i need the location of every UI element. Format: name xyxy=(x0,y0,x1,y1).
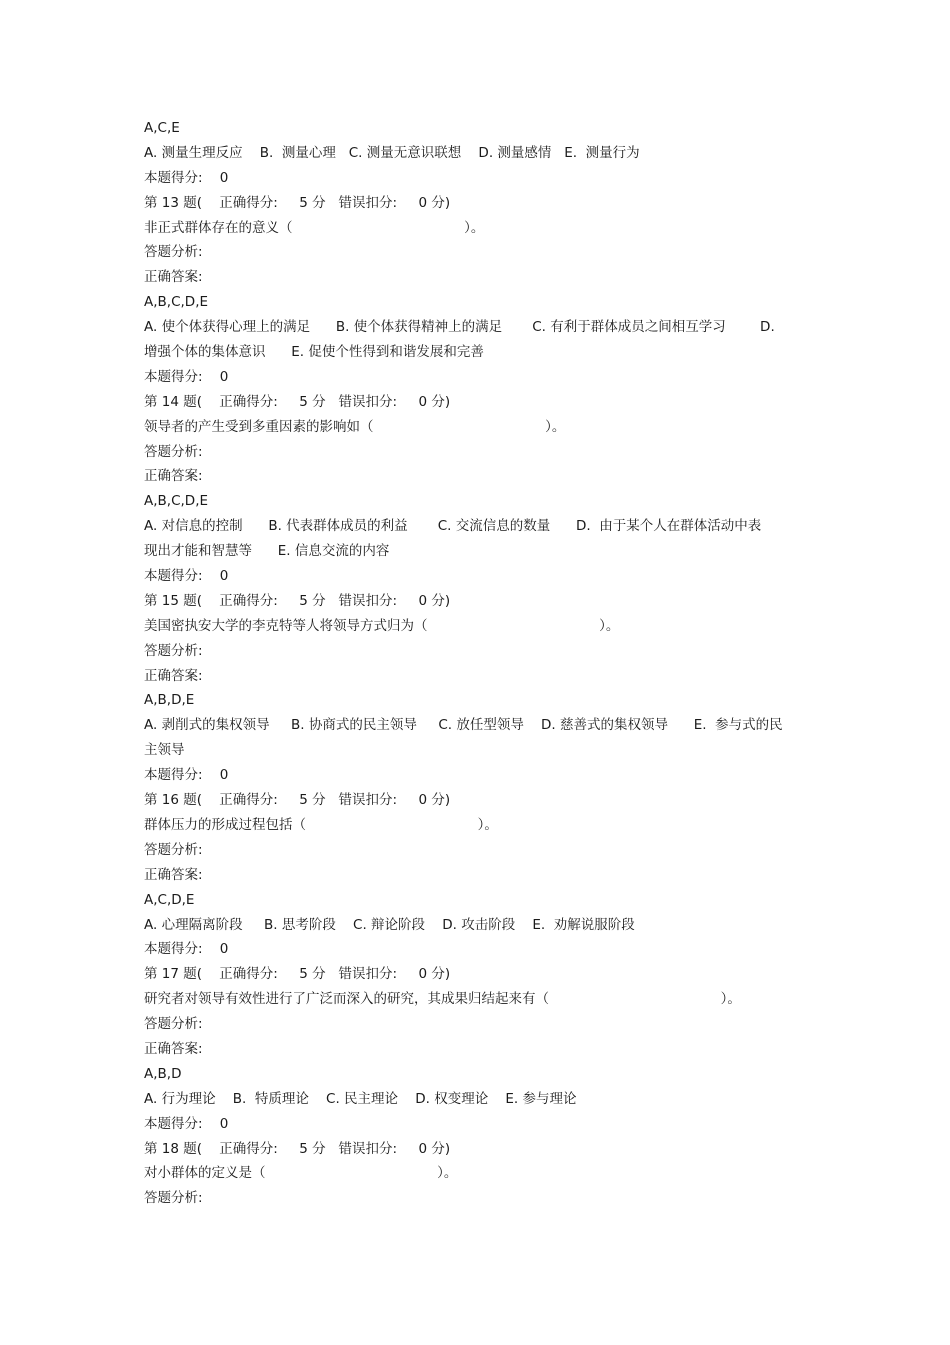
text-line: 第 13 题( 正确得分: 5 分 错误扣分: 0 分) xyxy=(144,194,451,211)
text-line: 答题分析: xyxy=(144,443,203,460)
text-line: 增强个体的集体意识 E. 促使个性得到和谐发展和完善 xyxy=(144,344,484,361)
text-line: 第 17 题( 正确得分: 5 分 错误扣分: 0 分) xyxy=(144,966,451,983)
text-line: A,C,D,E xyxy=(144,891,195,908)
text-line: 第 18 题( 正确得分: 5 分 错误扣分: 0 分) xyxy=(144,1140,451,1157)
text-line: A,B,D xyxy=(144,1065,182,1082)
text-line: A. 剥削式的集权领导 B. 协商式的民主领导 C. 放任型领导 D. 慈善式的集权领导 E. 参与式的民 xyxy=(144,717,783,734)
text-line: 答题分析: xyxy=(144,841,203,858)
text-line: A,B,C,D,E xyxy=(144,294,209,311)
text-line: 美国密执安大学的李克特等人将领导方式归为（ ）。 xyxy=(144,617,620,634)
text-line: 正确答案: xyxy=(144,866,203,883)
text-line: 非正式群体存在的意义（ ）。 xyxy=(144,219,485,236)
text-line: 群体压力的形成过程包括（ ）。 xyxy=(144,816,498,833)
document-body xyxy=(144,116,814,1211)
text-line: A. 行为理论 B. 特质理论 C. 民主理论 D. 权变理论 E. 参与理论 xyxy=(144,1090,577,1107)
text-line: 答题分析: xyxy=(144,1190,203,1207)
text-line: A. 对信息的控制 B. 代表群体成员的利益 C. 交流信息的数量 D. 由于某个人在群体活动中表 xyxy=(144,518,762,535)
text-line: 现出才能和智慧等 E. 信息交流的内容 xyxy=(144,543,390,560)
text-line: A. 测量生理反应 B. 测量心理 C. 测量无意识联想 D. 测量感情 E. 测量行为 xyxy=(144,144,640,161)
text-line: 答题分析: xyxy=(144,642,203,659)
text-line: A. 使个体获得心理上的满足 B. 使个体获得精神上的满足 C. 有利于群体成员之间相互学习 D. xyxy=(144,319,775,336)
text-line: 领导者的产生受到多重因素的影响如（ ）。 xyxy=(144,418,566,435)
text-line: 答题分析: xyxy=(144,1016,203,1033)
text-line: A,B,D,E xyxy=(144,692,195,709)
text-line: A. 心理隔离阶段 B. 思考阶段 C. 辩论阶段 D. 攻击阶段 E. 劝解说服阶段 xyxy=(144,916,635,933)
text-line: 本题得分: 0 xyxy=(144,767,229,784)
text-line: A,C,E xyxy=(144,120,180,136)
text-line: 本题得分: 0 xyxy=(144,568,229,585)
text-line: 本题得分: 0 xyxy=(144,169,229,186)
text-line: 本题得分: 0 xyxy=(144,1115,229,1132)
text-line: 正确答案: xyxy=(144,1040,203,1057)
text-line: 第 16 题( 正确得分: 5 分 错误扣分: 0 分) xyxy=(144,792,451,809)
text-line: 第 14 题( 正确得分: 5 分 错误扣分: 0 分) xyxy=(144,393,451,410)
text-line: 正确答案: xyxy=(144,269,203,286)
text-line: 主领导 xyxy=(144,742,185,759)
text-line: 本题得分: 0 xyxy=(144,368,229,385)
text-line: 正确答案: xyxy=(144,667,203,684)
text-line: 研究者对领导有效性进行了广泛而深入的研究，其成果归结起来有（ ）。 xyxy=(144,991,741,1008)
text-line: 第 15 题( 正确得分: 5 分 错误扣分: 0 分) xyxy=(144,592,451,609)
text-line: 正确答案: xyxy=(144,468,203,485)
text-line: 答题分析: xyxy=(144,244,203,261)
text-line: A,B,C,D,E xyxy=(144,493,209,510)
text-line: 本题得分: 0 xyxy=(144,941,229,958)
text-line: 对小群体的定义是（ ）。 xyxy=(144,1165,458,1182)
